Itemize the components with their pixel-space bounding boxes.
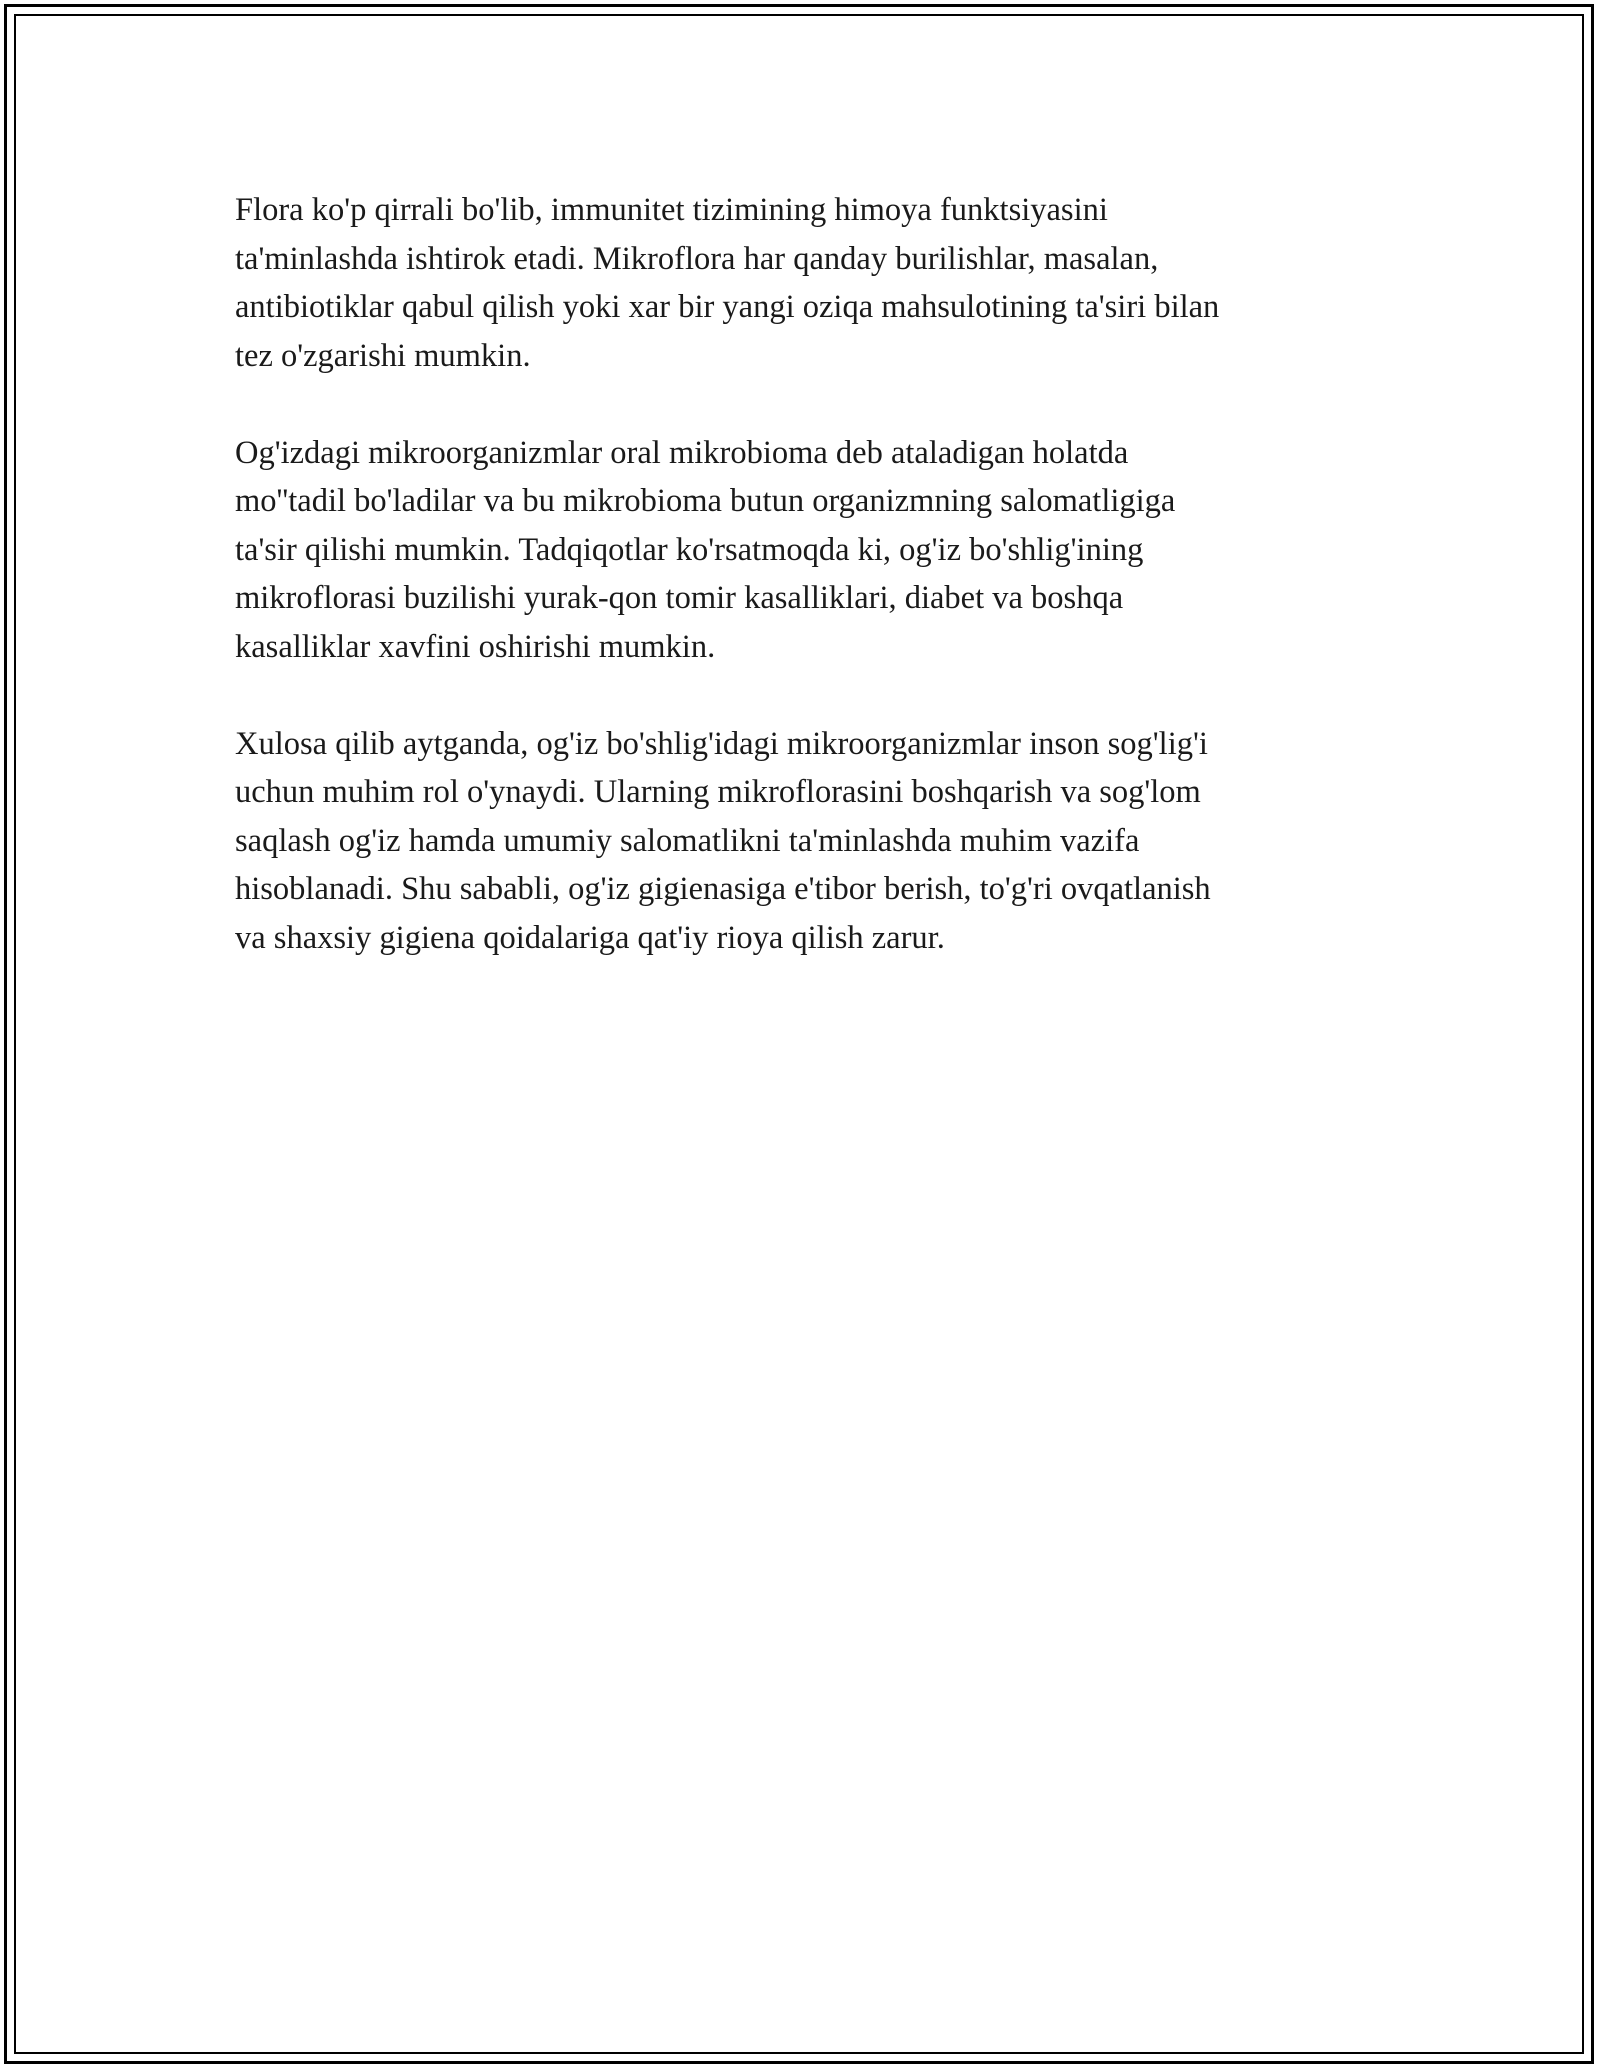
paragraph-flora: Flora ko'p qirrali bo'lib, immunitet tizimining himoya funktsiyasini ta'minlashda ishtirok etadi. Mikroflora har qanday burilishlar, masalan, antibiotiklar qabul qilish yoki xar bir yangi oziqa mahsulotining ta'siri bilan tez o'zgarishi mumkin. bbox=[235, 192, 1220, 374]
document-body bbox=[235, 186, 1365, 1011]
paragraph-oral-microbiome: Og'izdagi mikroorganizmlar oral mikrobioma deb ataladigan holatda mo''tadil bo'ladilar va bu mikrobioma butun organizmning salomatligiga ta'sir qilishi mumkin. Tadqiqotlar ko'rsatmoqda ki, og'iz bo'shlig'ining mikroflorasi buzilishi yurak-qon tomir kasalliklari, diabet va boshqa kasalliklar xavfini oshirishi mumkin. bbox=[235, 434, 1176, 665]
paragraph-conclusion: Xulosa qilib aytganda, og'iz bo'shlig'idagi mikroorganizmlar inson sog'lig'i uchun muhim rol o'ynaydi. Ularning mikroflorasini boshqarish va sog'lom saqlash og'iz hamda umumiy salomatlikni ta'minlashda muhim vazifa hisoblanadi. Shu sababli, og'iz gigienasiga e'tibor berish, to'g'ri ovqatlanish va shaxsiy gigiena qoidalariga qat'iy rioya qilish zarur. bbox=[235, 725, 1211, 956]
